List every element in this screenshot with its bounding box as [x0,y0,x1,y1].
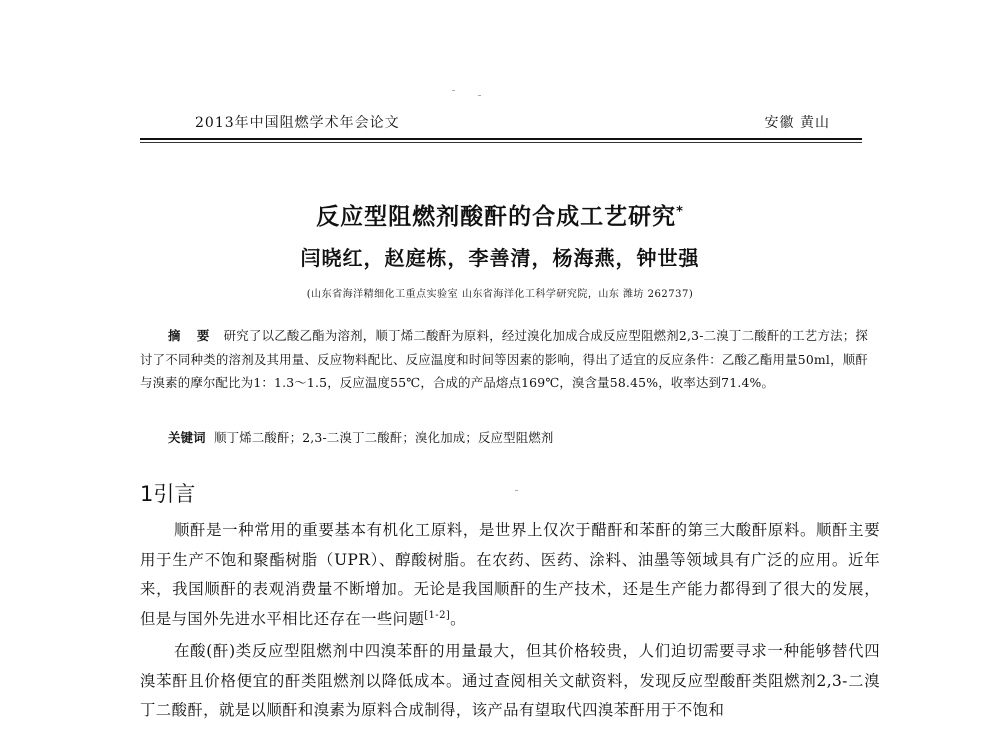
abstract-paragraph [140,324,868,395]
abstract [140,324,868,395]
scan-speck [515,490,518,491]
scan-speck [452,90,455,91]
intro-paragraph-1 [140,516,880,634]
header-conference: 2013年中国阻燃学术年会论文 [195,115,400,131]
intro-paragraph-2-text: 在酸(酐)类反应型阻燃剂中四溴苯酐的用量最大，但其价格较贵，人们迫切需要寻求一种能够替代四溴苯酐且价格便宜的酐类阻燃剂以降低成本。通过查阅相关文献资料，发现反应型酸酐类阻燃剂2,3-二溴丁二酸酐，就是以顺酐和溴素为原料合成制得，该产品有望取代四溴苯酐用于不饱和 [140,642,880,719]
keywords-label: 关键词 [168,430,206,445]
title-footnote-mark: * [676,204,684,220]
paper-title [140,198,860,231]
keywords [168,428,868,446]
abstract-text: 研究了以乙酸乙酯为溶剂，顺丁烯二酸酐为原料，经过溴化加成合成反应型阻燃剂2,3-二溴丁二酸酐的工艺方法；探讨了不同种类的溶剂及其用量、反应物料配比、反应温度和时间等因素的影响，得出了适宜的反应条件：乙酸乙酯用量50ml，顺酐与溴素的摩尔配比为1：1.3～1.5，反应温度55℃，合成的产品熔点169℃，溴含量58.45%，收率达到71.4%。 [140,328,868,390]
paper-affiliation: (山东省海洋精细化工重点实验室 山东省海洋化工科学研究院，山东 潍坊 262737) [306,289,694,300]
intro-paragraph-2 [140,637,880,726]
citation-ref: [1-2] [424,609,451,621]
intro-paragraph-1-text: 顺酐是一种常用的重要基本有机化工原料，是世界上仅次于醋酐和苯酐的第三大酸酐原料。顺酐主要用于生产不饱和聚酯树脂（UPR）、醇酸树脂。在农药、医药、涂料、油墨等领域具有广泛的应用。近年来，我国顺酐的表观消费量不断增加。无论是我国顺酐的生产技术，还是生产能力都得到了很大的发展，但是与国外先进水平相比还存在一些问题 [140,521,880,628]
header-rule-thin [140,142,862,143]
scan-speck [478,95,481,96]
abstract-label: 摘 要 [168,328,216,343]
paper-authors: 闫晓红，赵庭栋，李善清，杨海燕，钟世强 [300,246,700,270]
section-body [140,516,880,729]
keywords-text: 顺丁烯二酸酐；2,3-二溴丁二酸酐；溴化加成；反应型阻燃剂 [214,430,554,445]
intro-paragraph-1-end: 。 [450,609,466,628]
paper-title-text: 反应型阻燃剂酸酐的合成工艺研究 [316,204,677,230]
header-location: 安徽 黄山 [764,115,830,131]
section-heading-introduction: 1引言 [140,482,196,506]
running-header [140,110,860,134]
header-rule-thick [140,138,862,140]
